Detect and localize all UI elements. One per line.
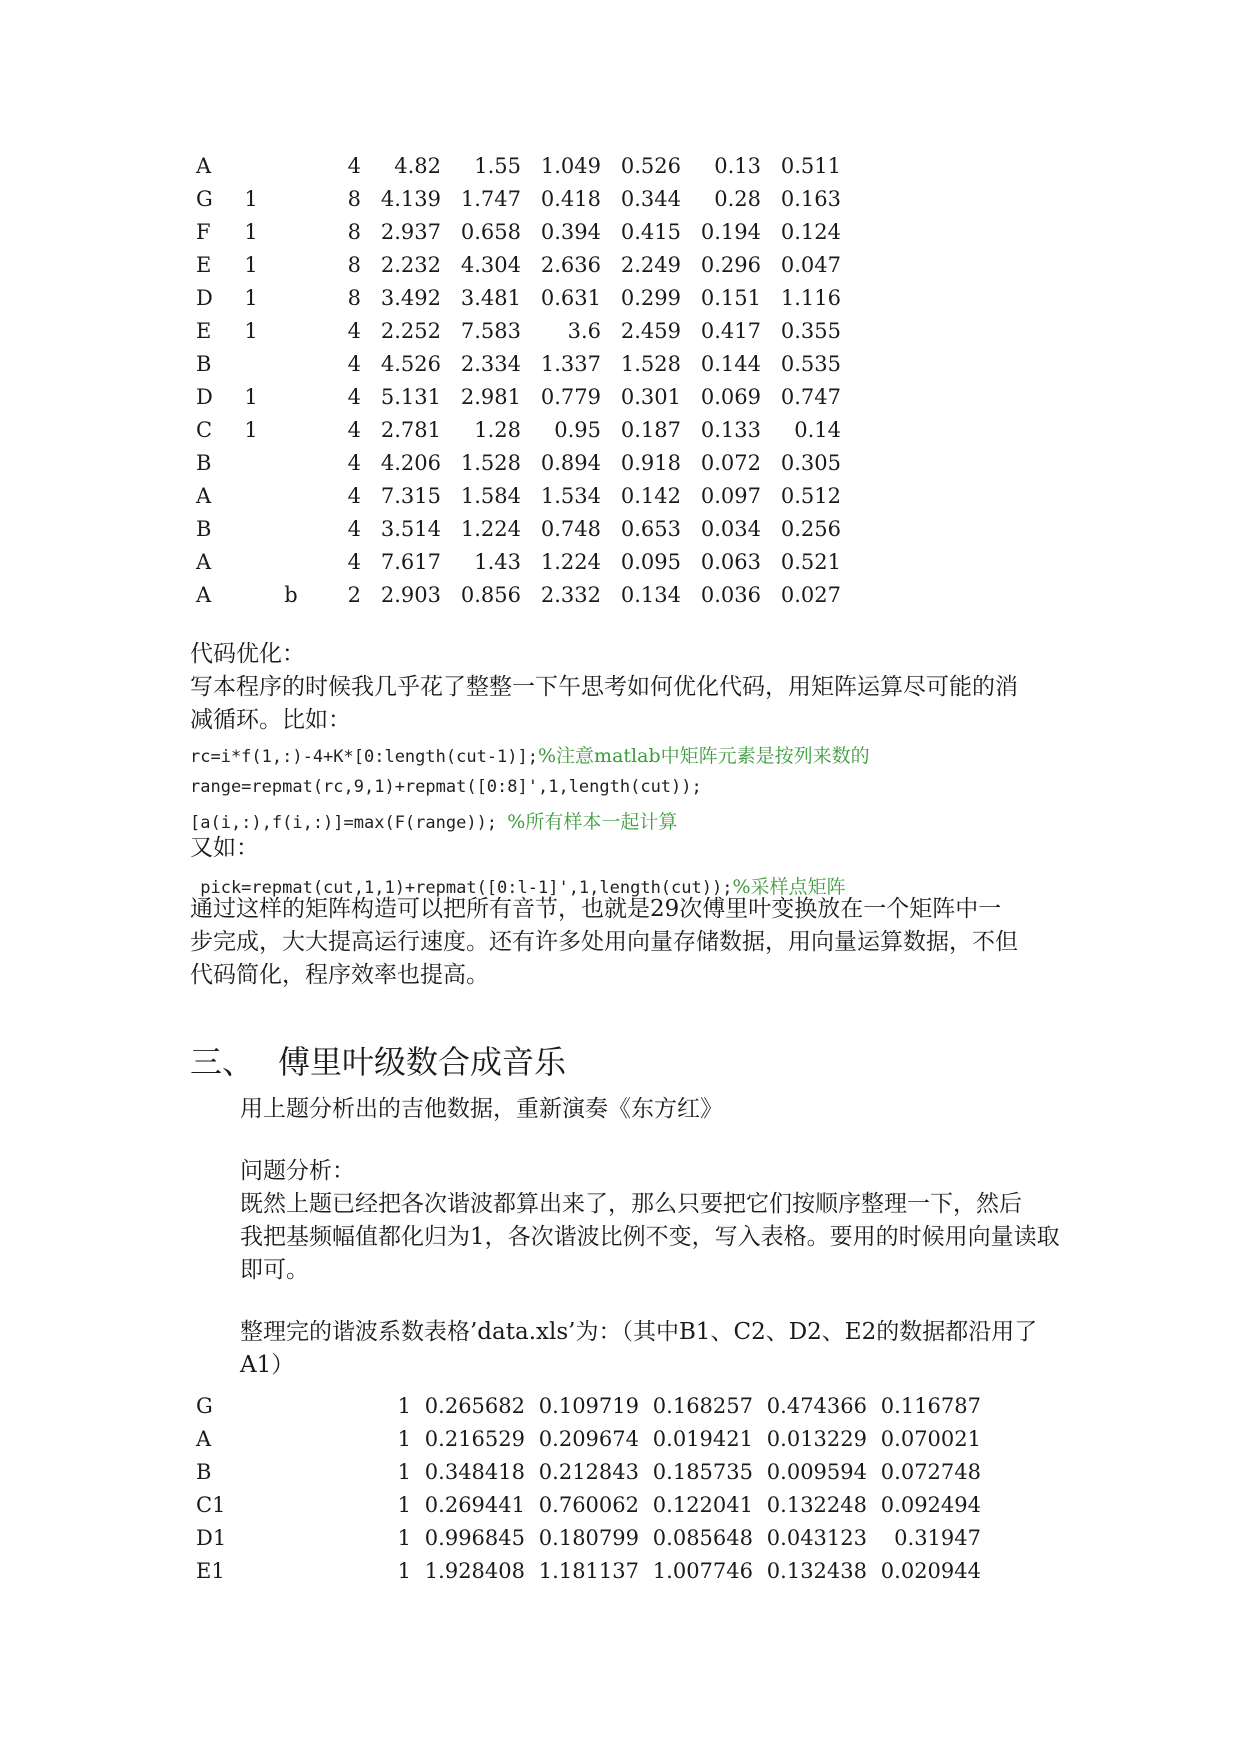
table-cell: 1 [397,1526,411,1550]
table-intro-line-2: A1） [240,1352,295,1378]
table-cell: 0.265682 [424,1394,525,1418]
table-cell: 4 [347,418,361,442]
table-cell: 0.132438 [766,1559,867,1583]
table-cell: 1.55 [474,154,521,178]
table-cell [266,414,316,447]
table-cell: 1 [244,418,258,442]
table-cell: 0.212843 [538,1460,639,1484]
table-cell: 7.583 [460,319,521,343]
table-cell: 0.344 [620,187,681,211]
table-cell: 1.528 [620,352,681,376]
table-cell: 0.355 [780,319,841,343]
table-cell: 1.337 [540,352,601,376]
matrix-paragraph-line-3: 代码简化，程序效率也提高。 [190,962,489,988]
table-cell: B [196,451,212,475]
table-cell: 0.180799 [538,1526,639,1550]
table-cell [266,150,316,183]
table-cell: 1 [244,319,258,343]
table-cell: 0.036 [700,583,761,607]
table-cell: 0.019421 [652,1427,753,1451]
table-cell: 2.937 [380,220,441,244]
table-cell: 4.304 [460,253,521,277]
table-cell [236,579,266,612]
table-cell: 1 [244,220,258,244]
table-cell: 0.142 [620,484,681,508]
table-cell: 4 [347,517,361,541]
table-cell: 0.027 [780,583,841,607]
table-cell: 1.928408 [424,1559,525,1583]
table-cell [266,216,316,249]
table-cell: 1 [397,1427,411,1451]
analysis-line-2: 我把基频幅值都化归为1，各次谐波比例不变，写入表格。要用的时候用向量读取 [240,1224,1060,1250]
table-cell: 1 [244,385,258,409]
table-cell: 0.269441 [424,1493,525,1517]
table-cell: 0.301 [620,385,681,409]
table-cell: 0.069 [700,385,761,409]
table-cell: 8 [347,187,361,211]
table-cell: 0.526 [620,154,681,178]
table-cell: 1.007746 [652,1559,753,1583]
table-cell: A [196,1427,212,1451]
table-row [190,1555,981,1588]
table-cell: 0.133 [700,418,761,442]
table-cell: 1.224 [460,517,521,541]
table-cell: 3.514 [380,517,441,541]
table-cell [266,282,316,315]
table-row [190,282,841,315]
table-cell: 0.095 [620,550,681,574]
table-row [190,216,841,249]
code-line-3-code: [a(i,:),f(i,:)]=max(F(range)); [190,813,508,833]
table-row [190,1522,981,1555]
table-cell: E [196,319,212,343]
table-cell: 4.526 [380,352,441,376]
table-cell [266,480,316,513]
table-cell: G [196,187,213,211]
table-cell [266,546,316,579]
table-cell: 0.216529 [424,1427,525,1451]
table-cell: B [196,1460,212,1484]
table-cell: 0.194 [700,220,761,244]
table-cell: 1 [397,1493,411,1517]
table-cell: 2.252 [380,319,441,343]
table-cell: 0.209674 [538,1427,639,1451]
table-row [190,183,841,216]
table-cell: 0.163 [780,187,841,211]
table-cell [236,513,266,546]
table-cell: 0.856 [460,583,521,607]
table-cell: 0.187 [620,418,681,442]
table-cell: 0.134 [620,583,681,607]
code-line-3 [190,807,677,838]
table-row [190,414,841,447]
table-cell [266,315,316,348]
table-cell: 0.996845 [424,1526,525,1550]
table-cell: B [196,352,212,376]
table-cell: 0.116787 [880,1394,981,1418]
table-cell: 0.296 [700,253,761,277]
table-cell: 0.013229 [766,1427,867,1451]
optimization-paragraph-line-1: 写本程序的时候我几乎花了整整一下午思考如何优化代码，用矩阵运算尽可能的消 [190,674,1018,700]
table-cell: 0.748 [540,517,601,541]
table-cell: 1.43 [474,550,521,574]
code-line-3-comment: %所有样本一起计算 [507,811,678,833]
table-cell: 0.13 [714,154,761,178]
table-cell: 1.28 [474,418,521,442]
table-cell: 2.332 [540,583,601,607]
table-cell: 4.139 [380,187,441,211]
table-row [190,480,841,513]
table-cell: b [284,583,298,607]
table-cell: 2.636 [540,253,601,277]
section-3-task: 用上题分析出的吉他数据，重新演奏《东方红》 [240,1096,723,1122]
optimization-title: 代码优化： [190,641,305,667]
table-cell: 1.049 [540,154,601,178]
table-cell: 0.043123 [766,1526,867,1550]
table-cell: C1 [196,1493,226,1517]
table-cell: 2.232 [380,253,441,277]
also-label: 又如： [190,835,259,861]
table-cell: 0.394 [540,220,601,244]
table-cell: 2.981 [460,385,521,409]
code-line-1-code: rc=i*f(1,:)-4+K*[0:length(cut-1)]; [190,747,538,767]
table-cell: 1.747 [460,187,521,211]
table-cell: 2.249 [620,253,681,277]
table-row [190,249,841,282]
table-cell: 4.82 [394,154,441,178]
table-cell: 0.020944 [880,1559,981,1583]
table-cell: 0.085648 [652,1526,753,1550]
table-cell: D [196,385,213,409]
table-row [190,1390,981,1423]
table-cell: A [196,583,212,607]
table-cell: B [196,517,212,541]
table-cell: 1 [397,1460,411,1484]
table-cell [266,513,316,546]
table-cell: 0.511 [780,154,841,178]
table-cell: 0.072 [700,451,761,475]
table-cell: 4 [347,484,361,508]
table-cell: 0.047 [780,253,841,277]
table-cell: 4.206 [380,451,441,475]
table-cell: 0.31947 [894,1526,981,1550]
table-row [190,546,841,579]
table-row [190,1489,981,1522]
analysis-title: 问题分析： [240,1158,355,1184]
table-row [190,513,841,546]
table-cell: 0.034 [700,517,761,541]
analysis-line-3: 即可。 [240,1257,309,1283]
table-cell: D [196,286,213,310]
table-cell: C [196,418,213,442]
table-cell: 4 [347,385,361,409]
table-cell: 1 [397,1559,411,1583]
table-cell: 8 [347,253,361,277]
table-cell [236,546,266,579]
table-cell: 3.481 [460,286,521,310]
table-cell: 0.063 [700,550,761,574]
table-cell [236,447,266,480]
table-cell: 1 [244,187,258,211]
table-cell: 0.097 [700,484,761,508]
table-row [190,315,841,348]
table-cell: 0.474366 [766,1394,867,1418]
table-cell: 0.092494 [880,1493,981,1517]
table-cell: 0.894 [540,451,601,475]
table-cell: 0.779 [540,385,601,409]
table-cell: 0.760062 [538,1493,639,1517]
table-cell: 0.653 [620,517,681,541]
table-cell: D1 [196,1526,227,1550]
table-cell: 0.535 [780,352,841,376]
table-cell: 4 [347,154,361,178]
analysis-line-1: 既然上题已经把各次谐波都算出来了，那么只要把它们按顺序整理一下，然后 [240,1191,1022,1217]
table-row [190,150,841,183]
table-cell: 0.122041 [652,1493,753,1517]
table-intro-line-1: 整理完的谐波系数表格’data.xls’为：（其中B1、C2、D2、E2的数据都沿用了 [240,1319,1038,1345]
table-cell: 7.315 [380,484,441,508]
table-cell [266,183,316,216]
code-line-4-comment: %采样点矩阵 [732,876,846,898]
table-cell: 0.658 [460,220,521,244]
table-cell: 1.584 [460,484,521,508]
table-cell: 0.299 [620,286,681,310]
table-cell: 2 [347,583,361,607]
table-cell: 0.348418 [424,1460,525,1484]
table-cell: 4 [347,550,361,574]
table-cell: 0.124 [780,220,841,244]
table-cell: 0.521 [780,550,841,574]
table-cell: A [196,550,212,574]
table-row [190,348,841,381]
table-cell: 0.417 [700,319,761,343]
table-cell: 0.109719 [538,1394,639,1418]
table-cell: 8 [347,286,361,310]
table-cell: 4 [347,319,361,343]
table-cell: 0.070021 [880,1427,981,1451]
table-cell: 2.334 [460,352,521,376]
code-line-1-comment: %注意matlab中矩阵元素是按列来数的 [538,745,870,767]
table-cell: 0.918 [620,451,681,475]
table-cell: 2.781 [380,418,441,442]
section-3-number: 三、 [190,1043,255,1081]
table-cell: 1.116 [780,286,841,310]
code-line-2: range=repmat(rc,9,1)+repmat([0:8]',1,length(cut)); [190,777,702,797]
table-cell: 0.168257 [652,1394,753,1418]
table-row [190,579,841,612]
table-cell: F [196,220,211,244]
table-cell [266,249,316,282]
table-cell: 0.418 [540,187,601,211]
table-cell [266,447,316,480]
table-cell: 4 [347,352,361,376]
table-cell: 2.459 [620,319,681,343]
harmonic-coefficient-table [190,1390,981,1588]
table-cell: 0.747 [780,385,841,409]
table-cell: 0.144 [700,352,761,376]
table-cell: 7.617 [380,550,441,574]
table-cell: 0.305 [780,451,841,475]
table-cell: 1.534 [540,484,601,508]
table-cell: 0.009594 [766,1460,867,1484]
matrix-paragraph-line-2: 步完成，大大提高运行速度。还有许多处用向量存储数据，用向量运算数据，不但 [190,929,1018,955]
code-line-1 [190,741,870,772]
table-cell [236,150,266,183]
note-harmonics-table [190,150,841,612]
table-cell [266,348,316,381]
table-row [190,1423,981,1456]
table-cell: 0.631 [540,286,601,310]
table-cell: 4 [347,451,361,475]
table-cell: 0.072748 [880,1460,981,1484]
section-3-title: 傅里叶级数合成音乐 [278,1043,567,1081]
table-cell: 8 [347,220,361,244]
table-cell: G [196,1394,213,1418]
table-cell: A [196,154,212,178]
table-row [190,1456,981,1489]
table-cell: 3.6 [567,319,601,343]
table-cell [236,480,266,513]
table-cell: 0.415 [620,220,681,244]
table-cell [266,381,316,414]
table-cell: 0.14 [794,418,841,442]
table-cell: E1 [196,1559,225,1583]
table-cell: A [196,484,212,508]
table-row [190,381,841,414]
code-line-4-code: pick=repmat(cut,1,1)+repmat([0:l-1]',1,length(cut)); [190,878,733,898]
table-cell: 2.903 [380,583,441,607]
table-cell: 5.131 [380,385,441,409]
table-cell: 0.151 [700,286,761,310]
matrix-paragraph-line-1: 通过这样的矩阵构造可以把所有音节，也就是29次傅里叶变换放在一个矩阵中一 [190,896,1002,922]
table-cell: 0.132248 [766,1493,867,1517]
section-3-heading [190,1040,566,1084]
table-row [190,447,841,480]
table-cell: 0.28 [714,187,761,211]
table-cell: 0.256 [780,517,841,541]
table-cell: 0.512 [780,484,841,508]
table-cell [236,348,266,381]
table-cell: 1.181137 [538,1559,639,1583]
table-cell: 1.224 [540,550,601,574]
table-cell: 1 [244,253,258,277]
table-cell: 1.528 [460,451,521,475]
table-cell: 0.95 [554,418,601,442]
table-cell: 0.185735 [652,1460,753,1484]
table-cell: 1 [244,286,258,310]
optimization-paragraph-line-2: 减循环。比如： [190,707,351,733]
table-cell: 3.492 [380,286,441,310]
table-cell: 1 [397,1394,411,1418]
table-cell: E [196,253,212,277]
